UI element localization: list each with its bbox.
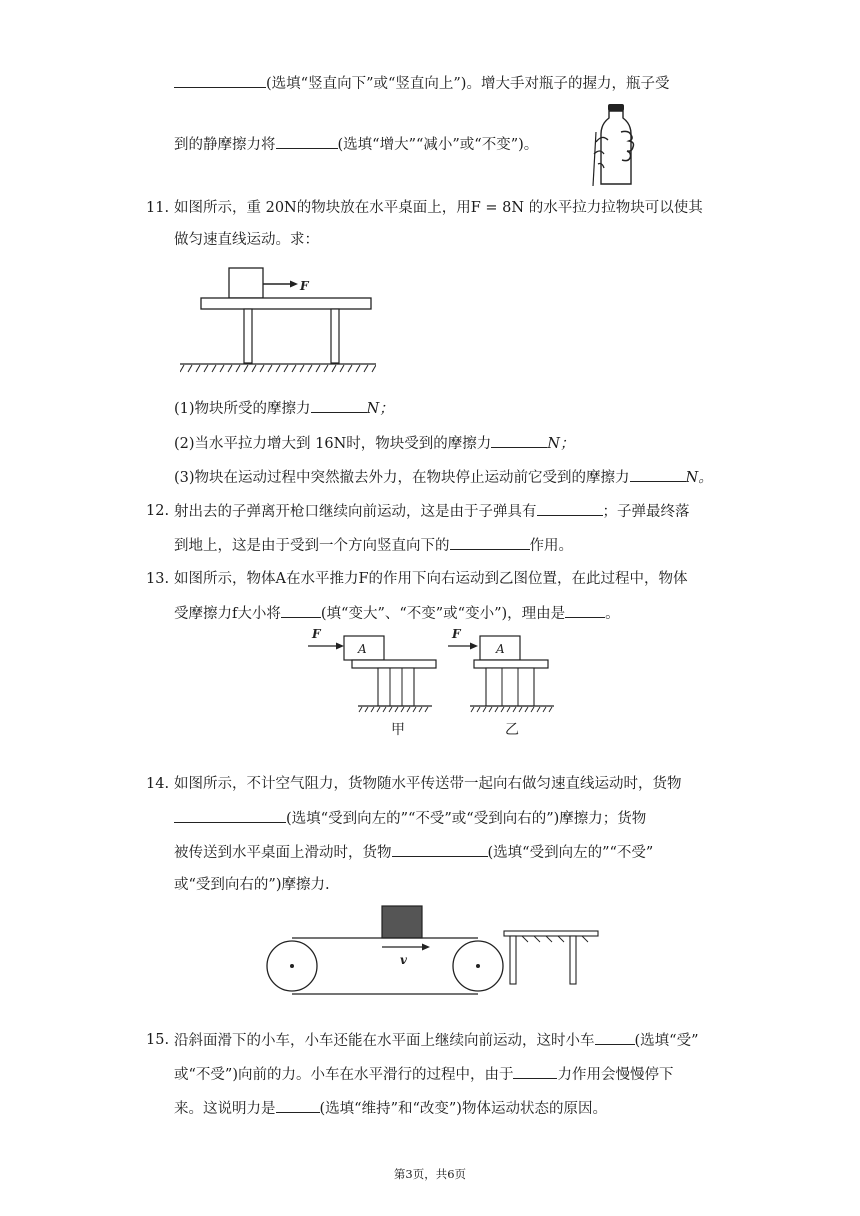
q15-line-3 <box>174 1098 607 1119</box>
q13-line-2 <box>174 603 620 624</box>
q15-text-3: 或“不受”)向前的力。小车在水平滑行的过程中，由于 <box>174 1067 514 1083</box>
q14-text-3: (选填“受到向左的”“不受” <box>487 845 654 861</box>
answer-blank[interactable] <box>630 467 686 482</box>
bottle-hand-figure <box>592 102 644 188</box>
q15-text-2: (选填“受” <box>634 1033 699 1049</box>
q11-sub-3 <box>174 467 713 488</box>
q12-number: 12. <box>146 503 170 519</box>
answer-blank[interactable] <box>595 1030 635 1045</box>
q14-text-1: (选填“受到向左的”“不受”或“受到向右的”)摩擦力；货物 <box>286 811 647 827</box>
q11-stem-2: 做匀速直线运动。求： <box>174 232 319 248</box>
q15-text-5: 来。这说明力是 <box>174 1101 276 1117</box>
q14-line-4: 或“受到向右的”)摩擦力. <box>174 877 330 893</box>
q13-number: 13. <box>146 571 170 587</box>
q13-stem-1: 如图所示，物体A在水平推力F的作用下向右运动到乙图位置，在此过程中，物体 <box>174 571 688 587</box>
q11-stem-1: 如图所示，重 20N的物块放在水平桌面上，用F = 8N 的水平拉力拉物块可以使其 <box>174 200 703 216</box>
q13-text-1: 受摩擦力f大小将 <box>174 606 281 622</box>
q14-stem-1: 如图所示，不计空气阻力，货物随水平传送带一起向右做匀速直线运动时，货物 <box>174 776 682 792</box>
answer-blank[interactable] <box>174 808 286 823</box>
q14-line-2 <box>174 808 646 829</box>
q10-text-2: 到的静摩擦力将 <box>174 137 276 153</box>
velocity-label: v <box>400 953 407 967</box>
force-label-right: F <box>452 627 461 641</box>
figure-caption-jia: 甲 <box>391 722 405 738</box>
q15-text-6: (选填“维持”和“改变”)物体运动状态的原因。 <box>319 1101 607 1117</box>
answer-blank[interactable] <box>174 73 266 88</box>
q14-text-2: 被传送到水平桌面上滑动时，货物 <box>174 845 392 861</box>
block-label-left: A <box>358 642 367 656</box>
q11-sub-2-text: (2)当水平拉力增大到 16N时，物块受到的摩擦力 <box>174 436 492 452</box>
q12-line-2 <box>174 535 573 556</box>
force-label: F <box>300 279 309 293</box>
table-block-figure <box>180 262 376 374</box>
q12-line-1 <box>174 501 690 522</box>
q15-text-4: 力作用会慢慢停下 <box>557 1067 674 1083</box>
answer-blank[interactable] <box>311 398 367 413</box>
answer-blank[interactable] <box>450 535 530 550</box>
answer-blank[interactable] <box>276 1098 320 1113</box>
answer-blank[interactable] <box>392 842 488 857</box>
q12-text-2: ；子弹最终落 <box>602 504 690 520</box>
q12-text-3: 到地上，这是由于受到一个方向竖直向下的 <box>174 538 450 554</box>
q10-line2 <box>174 134 538 155</box>
answer-blank[interactable] <box>565 603 605 618</box>
q13-text-2: (填“变大”、“不变”或“变小”)，理由是 <box>320 606 566 622</box>
answer-blank[interactable] <box>491 433 547 448</box>
q14-number: 14. <box>146 776 170 792</box>
q10-line1 <box>174 73 669 94</box>
q11-sub-3-text: (3)物块在运动过程中突然撤去外力，在物块停止运动前它受到的摩擦力 <box>174 470 630 486</box>
q15-text-1: 沿斜面滑下的小车，小车还能在水平面上继续向前运动，这时小车 <box>174 1033 595 1049</box>
push-block-figure <box>306 626 562 744</box>
q10-options-2: (选填“增大”“减小”或“不变”)。 <box>337 137 539 153</box>
q15-line-1 <box>174 1030 698 1051</box>
figure-caption-yi: 乙 <box>505 722 519 738</box>
answer-blank[interactable] <box>537 501 603 516</box>
q14-line-3 <box>174 842 653 863</box>
conveyor-belt-figure <box>266 904 602 1010</box>
block-label-right: A <box>496 642 505 656</box>
q11-sub-1-text: (1)物块所受的摩擦力 <box>174 401 311 417</box>
q13-text-3: 。 <box>605 606 620 622</box>
q12-text-4: 作用。 <box>529 538 573 554</box>
answer-blank[interactable] <box>513 1064 557 1079</box>
page-footer: 第3页，共6页 <box>393 1167 467 1181</box>
q11-sub-1-unit: N； <box>366 401 394 417</box>
q15-number: 15. <box>146 1032 170 1048</box>
answer-blank[interactable] <box>276 134 338 149</box>
q10-options-1: (选填“竖直向下”或“竖直向上”)。增大手对瓶子的握力，瓶子受 <box>266 76 670 92</box>
force-label-left: F <box>312 627 321 641</box>
q12-text-1: 射出去的子弹离开枪口继续向前运动，这是由于子弹具有 <box>174 504 537 520</box>
q15-line-2 <box>174 1064 673 1085</box>
q11-sub-1 <box>174 398 394 419</box>
q11-number: 11. <box>146 200 170 216</box>
q11-sub-3-unit: N。 <box>685 470 713 486</box>
q11-sub-2 <box>174 433 574 454</box>
q11-sub-2-unit: N； <box>547 436 575 452</box>
answer-blank[interactable] <box>281 603 321 618</box>
